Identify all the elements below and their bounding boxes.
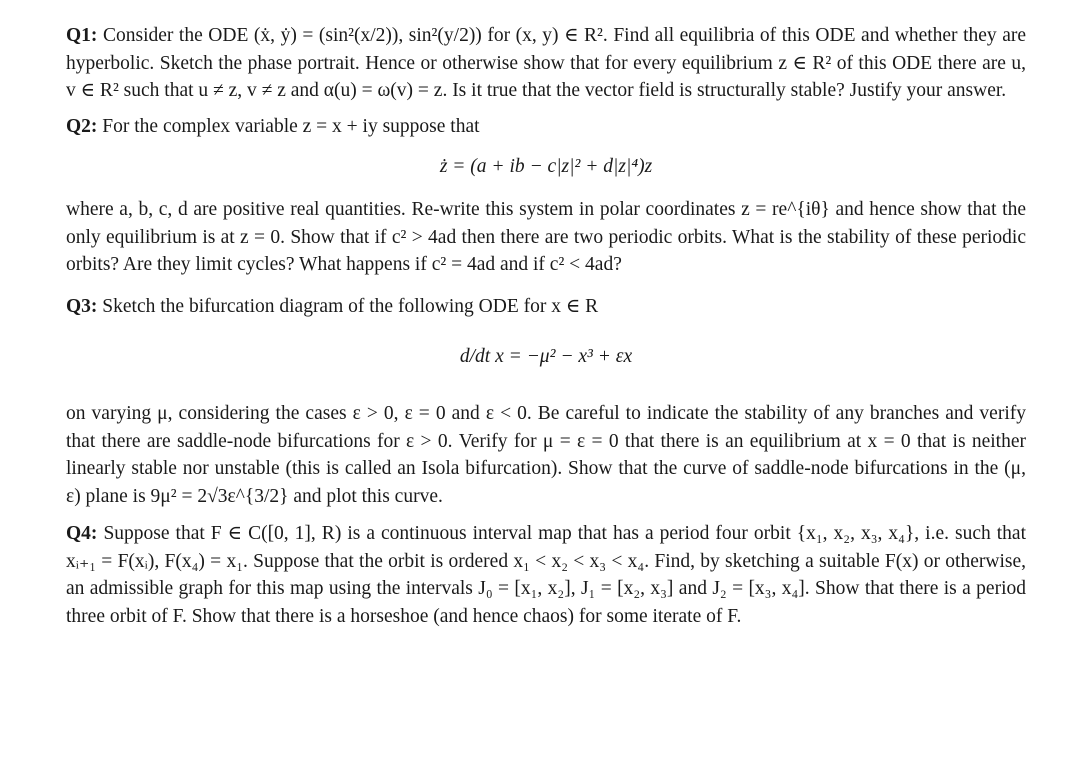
question-2 [66, 113, 1026, 141]
question-3-text: on varying μ, considering the cases ε > 0, ε = 0 and ε < 0. Be careful to indicate the stability of any branches and verify that there are saddle-node bifurcations for ε > 0. Verify for μ = ε = 0 that there is an equilibrium at x = 0 that is neither linearly stable nor unstable (this is called an Isola bifurcation). Show that the curve of saddle-node bifurcations in the (μ, ε) plane is 9μ² = 2√3ε^{3/2} and plot this curve. [66, 403, 1026, 507]
question-4-text: Suppose that F ∈ C([0, 1], R) is a continuous interval map that has a period four orbit {x₁, x₂, x₃, x₄}, i.e. such that xᵢ₊₁ = F(xᵢ), F(x₄) = x₁. Suppose that the orbit is ordered x₁ < x₂ < x₃ < x₄. Find, by sketching a suitable F(x) or otherwise, an admissible graph for this map using the intervals J₀ = [x₁, x₂], J₁ = [x₂, x₃] and J₂ = [x₃, x₄]. Show that there is a period three orbit of F. Show that there is a horseshoe (and hence chaos) for some iterate of F. [66, 523, 1026, 627]
question-4-label: Q4: [66, 523, 98, 544]
question-4 [66, 520, 1026, 630]
question-3-intro: Sketch the bifurcation diagram of the following ODE for x ∈ R [102, 295, 599, 317]
question-1 [66, 22, 1026, 105]
question-3 [66, 293, 1026, 321]
question-2-equation: ż = (a + ib − c|z|² + d|z|⁴)z [439, 156, 653, 177]
question-1-text: Consider the ODE (ẋ, ẏ) = (sin²(x/2)), sin²(y/2)) for (x, y) ∈ R². Find all equilibria of this ODE and whether they are hyperbolic. Sketch the phase portrait. Hence or otherwise show that for every equilibrium z ∈ R² of this ODE there are u, v ∈ R² such that u ≠ z, v ≠ z and α(u) = ω(v) = z. Is it true that the vector field is structurally stable? Justify your answer. [66, 25, 1027, 101]
question-1-label: Q1: [66, 25, 98, 46]
question-3-label: Q3: [66, 295, 98, 317]
question-2-label: Q2: [66, 115, 98, 137]
question-2-intro: For the complex variable z = x + iy suppose that [102, 115, 480, 137]
question-3-equation: d/dt x = −μ² − x³ + εx [459, 346, 633, 367]
question-2-text: where a, b, c, d are positive real quantities. Re-write this system in polar coordinates z = re^{iθ} and hence show that the only equilibrium is at z = 0. Show that if c² > 4ad then there are two periodic orbits. What is the stability of these periodic orbits? Are they limit cycles? What happens if c² = 4ad and if c² < 4ad? [66, 199, 1026, 275]
